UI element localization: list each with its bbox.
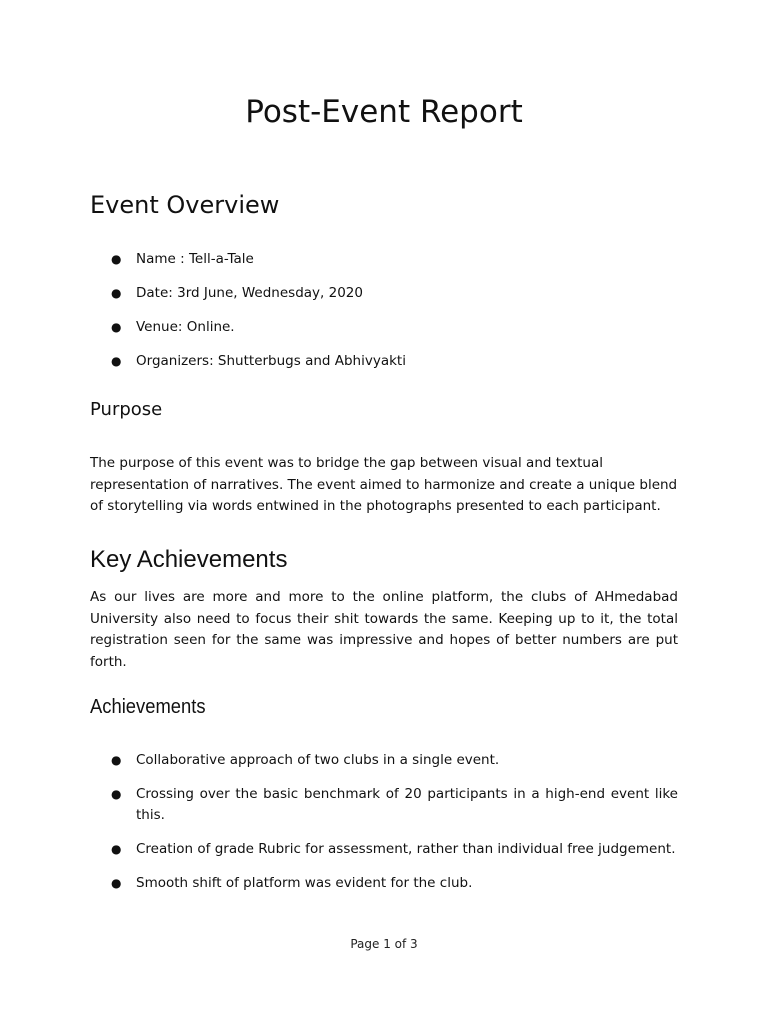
item-text: Crossing over the basic benchmark of 20 participants in a high-end event like this. <box>136 786 678 823</box>
bullet-icon: ● <box>111 842 122 856</box>
list-item <box>108 839 678 860</box>
bullet-icon: ● <box>111 320 122 334</box>
item-text: Creation of grade Rubric for assessment, rather than individual free judgement. <box>136 841 676 857</box>
bullet-icon: ● <box>111 286 122 300</box>
bullet-icon: ● <box>111 354 122 368</box>
item-value: 3rd June, Wednesday, 2020 <box>177 285 363 301</box>
achievements-list <box>108 750 678 894</box>
item-value: Tell-a-Tale <box>188 251 254 267</box>
bullet-icon: ● <box>111 252 122 266</box>
item-text: Smooth shift of platform was evident for the club. <box>136 875 473 891</box>
bullet-icon: ● <box>111 787 122 801</box>
purpose-paragraph: The purpose of this event was to bridge the gap between visual and textual representation of narratives. The event aimed to harmonize and create a unique blend of storytelling via words entwined in the photographs presented to each participant. <box>90 455 678 514</box>
event-overview-heading: Event Overview <box>90 191 280 219</box>
bullet-icon: ● <box>111 876 122 890</box>
key-achievements-heading: Key Achievements <box>90 546 288 573</box>
item-value: Online. <box>186 319 235 335</box>
bullet-icon: ● <box>111 753 122 767</box>
achievements-heading: Achievements <box>90 696 206 718</box>
page-title: Post-Event Report <box>245 94 523 130</box>
item-label: Date: <box>136 285 173 301</box>
item-label: Venue: <box>136 319 183 335</box>
item-label: Name <box>136 251 176 267</box>
item-text: Collaborative approach of two clubs in a single event. <box>136 752 500 768</box>
item-separator: : <box>175 251 189 267</box>
item-value: Shutterbugs and Abhivyakti <box>217 353 406 369</box>
list-item <box>108 317 678 338</box>
key-achievements-paragraph: As our lives are more and more to the online platform, the clubs of AHmedabad University also need to focus their shit towards the same. Keeping up to it, the total registration seen for the same was impressive and hopes of better numbers are put forth. <box>90 589 678 670</box>
list-item <box>108 249 678 270</box>
list-item <box>108 784 678 826</box>
purpose-heading: Purpose <box>90 399 163 420</box>
list-item <box>108 283 678 304</box>
event-overview-list <box>108 249 678 372</box>
item-label: Organizers: <box>136 353 214 369</box>
list-item <box>108 351 678 372</box>
list-item <box>108 750 678 771</box>
list-item <box>108 873 678 894</box>
page-number: Page 1 of 3 <box>350 937 418 951</box>
